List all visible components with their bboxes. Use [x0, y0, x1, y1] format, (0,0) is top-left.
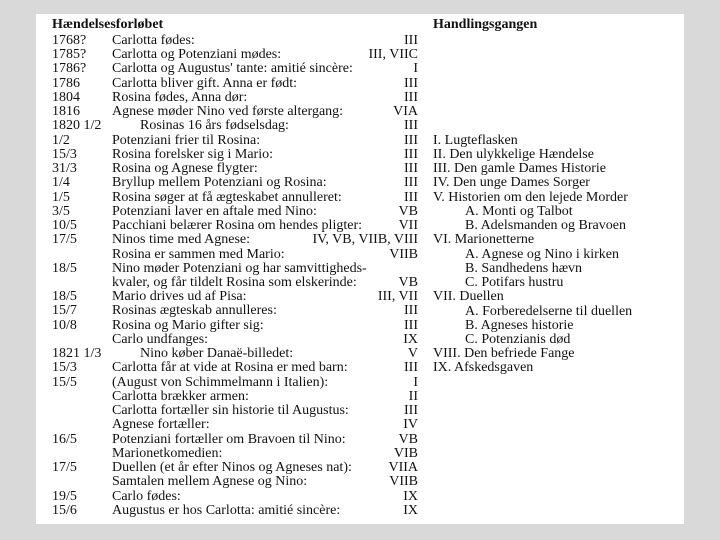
timeline-event: Rosina søger at få ægteskabet annulleret: — [112, 189, 342, 205]
timeline-row — [52, 319, 418, 333]
timeline-row — [52, 262, 418, 276]
timeline-event: Mario drives ud af Pisa: — [112, 289, 247, 305]
chapter-ref: III — [404, 146, 418, 162]
chapter-ref: III — [404, 360, 418, 376]
timeline-event: Carlotta får at vide at Rosina er med barn: — [112, 360, 348, 376]
timeline-date: 1/5 — [52, 189, 70, 205]
chapter-ref: VIIA — [388, 460, 418, 476]
chapter-ref: V — [407, 346, 418, 362]
chapter-item: VIII. Den befriede Fange — [433, 346, 575, 362]
chapter-ref: IV, VB, VIIB, VIII — [312, 232, 418, 248]
chapter-item: I. Lugteflasken — [433, 132, 518, 148]
timeline-event: Rosina er sammen med Mario: — [112, 246, 285, 262]
timeline-event: Carlotta fortæller sin historie til Augustus: — [112, 403, 349, 419]
chapter-item: IV. Den unge Dames Sorger — [433, 175, 590, 191]
timeline-event: Augustus er hos Carlotta: amitié sincère: — [112, 502, 341, 518]
timeline-event: Agnese fortæller: — [112, 417, 210, 433]
plot-heading: Handlingsgangen — [433, 17, 538, 32]
chapter-ref: VII — [398, 218, 418, 234]
timeline-event: Carlotta fødes: — [112, 33, 195, 48]
timeline-row — [52, 376, 418, 390]
subchapter-item: B. Agneses historie — [465, 317, 574, 333]
timeline-date: 1/4 — [52, 175, 70, 191]
timeline-row — [52, 48, 418, 62]
chapter-ref: VIB — [393, 445, 418, 461]
slide-page — [36, 14, 684, 524]
timeline-row — [52, 490, 418, 504]
timeline-row — [52, 176, 418, 190]
timeline-row — [52, 361, 418, 375]
timeline-date: 10/8 — [52, 317, 77, 333]
timeline-date: 10/5 — [52, 218, 77, 234]
timeline-date: 17/5 — [52, 460, 77, 476]
timeline-event: (August von Schimmelmann i Italien): — [112, 374, 329, 390]
timeline-row — [52, 390, 418, 404]
timeline-row — [52, 418, 418, 432]
chapter-ref: I — [413, 61, 418, 77]
timeline-date: 15/5 — [52, 374, 77, 390]
timeline-event: Rosina fødes, Anna dør: — [112, 89, 248, 105]
timeline-row — [52, 148, 418, 162]
timeline-date: 1820 1/2 — [52, 118, 102, 134]
event-timeline — [52, 34, 418, 518]
timeline-date: 15/3 — [52, 360, 77, 376]
chapter-ref: III — [404, 75, 418, 91]
timeline-event: Samtalen mellem Agnese og Nino: — [112, 474, 308, 490]
chapter-ref: III — [404, 189, 418, 205]
chapter-ref: II — [408, 388, 418, 404]
events-heading: Hændelsesforløbet — [52, 17, 164, 32]
timeline-event: Marionetkomedien: — [112, 445, 223, 461]
timeline-date: 31/3 — [52, 161, 77, 177]
timeline-date: 18/5 — [52, 260, 77, 276]
subchapter-item: A. Forberedelserne til duellen — [465, 303, 633, 319]
subchapter-item: B. Sandhedens hævn — [465, 260, 583, 276]
timeline-row — [52, 205, 418, 219]
timeline-row — [52, 347, 418, 361]
timeline-date: 1804 — [52, 89, 80, 105]
chapter-ref: VB — [398, 274, 418, 290]
chapter-ref: III — [404, 89, 418, 105]
timeline-event: Nino køber Danaë-billedet: — [140, 346, 294, 362]
timeline-event: Carlotta og Augustus' tante: amitié sincère: — [112, 61, 353, 77]
timeline-row — [52, 276, 418, 290]
chapter-ref: VB — [398, 431, 418, 447]
chapter-ref: III — [404, 33, 418, 48]
subchapter-item: A. Agnese og Nino i kirken — [465, 246, 619, 262]
timeline-event: Bryllup mellem Potenziani og Rosina: — [112, 175, 327, 191]
timeline-row — [52, 77, 418, 91]
subchapter-item: B. Adelsmanden og Bravoen — [465, 218, 626, 234]
chapter-item: V. Historien om den lejede Morder — [433, 189, 628, 205]
timeline-event: Carlotta brækker armen: — [112, 388, 249, 404]
timeline-row — [52, 475, 418, 489]
chapter-ref: III, VII — [377, 289, 418, 305]
timeline-row — [52, 91, 418, 105]
subchapter-item: C. Potenzianis død — [465, 331, 571, 347]
timeline-date: 1786 — [52, 75, 80, 91]
chapter-ref: VIA — [393, 104, 418, 120]
chapter-item: VI. Marionetterne — [433, 232, 535, 248]
timeline-row — [52, 504, 418, 518]
timeline-event: kvaler, og får tildelt Rosina som elskerinde: — [112, 274, 357, 290]
timeline-date: 1821 1/3 — [52, 346, 102, 362]
timeline-row — [52, 290, 418, 304]
chapter-ref: III — [404, 175, 418, 191]
timeline-row — [52, 62, 418, 76]
timeline-row — [52, 134, 418, 148]
chapter-item: VII. Duellen — [433, 289, 504, 305]
chapter-ref: IX — [403, 331, 418, 347]
timeline-event: Rosinas 16 års fødselsdag: — [140, 118, 289, 134]
timeline-row — [52, 433, 418, 447]
chapter-ref: VIIB — [389, 246, 418, 262]
timeline-row — [52, 461, 418, 475]
chapter-ref: IX — [403, 502, 418, 518]
timeline-event: Nino møder Potenziani og har samvittigheds- — [112, 260, 367, 276]
timeline-event: Potenziani frier til Rosina: — [112, 132, 261, 148]
timeline-date: 15/7 — [52, 303, 77, 319]
chapter-ref: VB — [398, 203, 418, 219]
timeline-event: Potenziani fortæller om Bravoen til Nino: — [112, 431, 346, 447]
timeline-event: Rosina og Mario gifter sig: — [112, 317, 264, 333]
timeline-row — [52, 233, 418, 247]
chapter-ref: III — [404, 132, 418, 148]
timeline-date: 18/5 — [52, 289, 77, 305]
timeline-row — [52, 219, 418, 233]
timeline-event: Carlo undfanges: — [112, 331, 209, 347]
timeline-date: 1786? — [52, 61, 87, 77]
chapter-ref: III — [404, 161, 418, 177]
chapter-item: IX. Afskedsgaven — [433, 360, 534, 376]
timeline-row — [52, 162, 418, 176]
chapter-ref: III — [404, 303, 418, 319]
subchapter-item: C. Potifars hustru — [465, 275, 564, 291]
chapter-ref: III — [404, 317, 418, 333]
timeline-event: Potenziani laver en aftale med Nino: — [112, 203, 317, 219]
timeline-row — [52, 119, 418, 133]
timeline-event: Rosina forelsker sig i Mario: — [112, 146, 273, 162]
chapter-ref: III, VIIC — [368, 47, 418, 63]
timeline-event: Ninos time med Agnese: — [112, 232, 251, 248]
timeline-row — [52, 105, 418, 119]
timeline-event: Duellen (et år efter Ninos og Agneses nat): — [112, 460, 352, 476]
chapter-ref: VIIB — [389, 474, 418, 490]
chapter-ref: IX — [403, 488, 418, 504]
timeline-row — [52, 191, 418, 205]
timeline-event: Carlotta og Potenziani mødes: — [112, 47, 282, 63]
timeline-date: 3/5 — [52, 203, 70, 219]
timeline-row — [52, 333, 418, 347]
timeline-date: 1768? — [52, 33, 87, 48]
chapter-item: III. Den gamle Dames Historie — [433, 161, 606, 177]
timeline-event: Rosinas ægteskab annulleres: — [112, 303, 277, 319]
timeline-row — [52, 404, 418, 418]
chapter-item: II. Den ulykkelige Hændelse — [433, 146, 594, 162]
timeline-event: Rosina og Agnese flygter: — [112, 161, 258, 177]
timeline-date: 1816 — [52, 104, 80, 120]
chapter-ref: IV — [403, 417, 418, 433]
timeline-row — [52, 248, 418, 262]
timeline-date: 1785? — [52, 47, 87, 63]
timeline-event: Agnese møder Nino ved første altergang: — [112, 104, 344, 120]
timeline-date: 15/3 — [52, 146, 77, 162]
timeline-row — [52, 304, 418, 318]
chapter-list — [433, 134, 632, 376]
timeline-date: 17/5 — [52, 232, 77, 248]
timeline-row — [52, 447, 418, 461]
chapter-ref: III — [404, 403, 418, 419]
timeline-row — [52, 34, 418, 48]
chapter-ref: I — [413, 374, 418, 390]
timeline-event: Carlotta bliver gift. Anna er født: — [112, 75, 298, 91]
chapter-ref: III — [404, 118, 418, 134]
timeline-event: Carlo fødes: — [112, 488, 181, 504]
timeline-date: 15/6 — [52, 502, 77, 518]
subchapter-item: A. Monti og Talbot — [465, 203, 573, 219]
timeline-date: 19/5 — [52, 488, 77, 504]
timeline-event: Pacchiani belærer Rosina om hendes pligter: — [112, 218, 362, 234]
timeline-date: 16/5 — [52, 431, 77, 447]
timeline-date: 1/2 — [52, 132, 70, 148]
